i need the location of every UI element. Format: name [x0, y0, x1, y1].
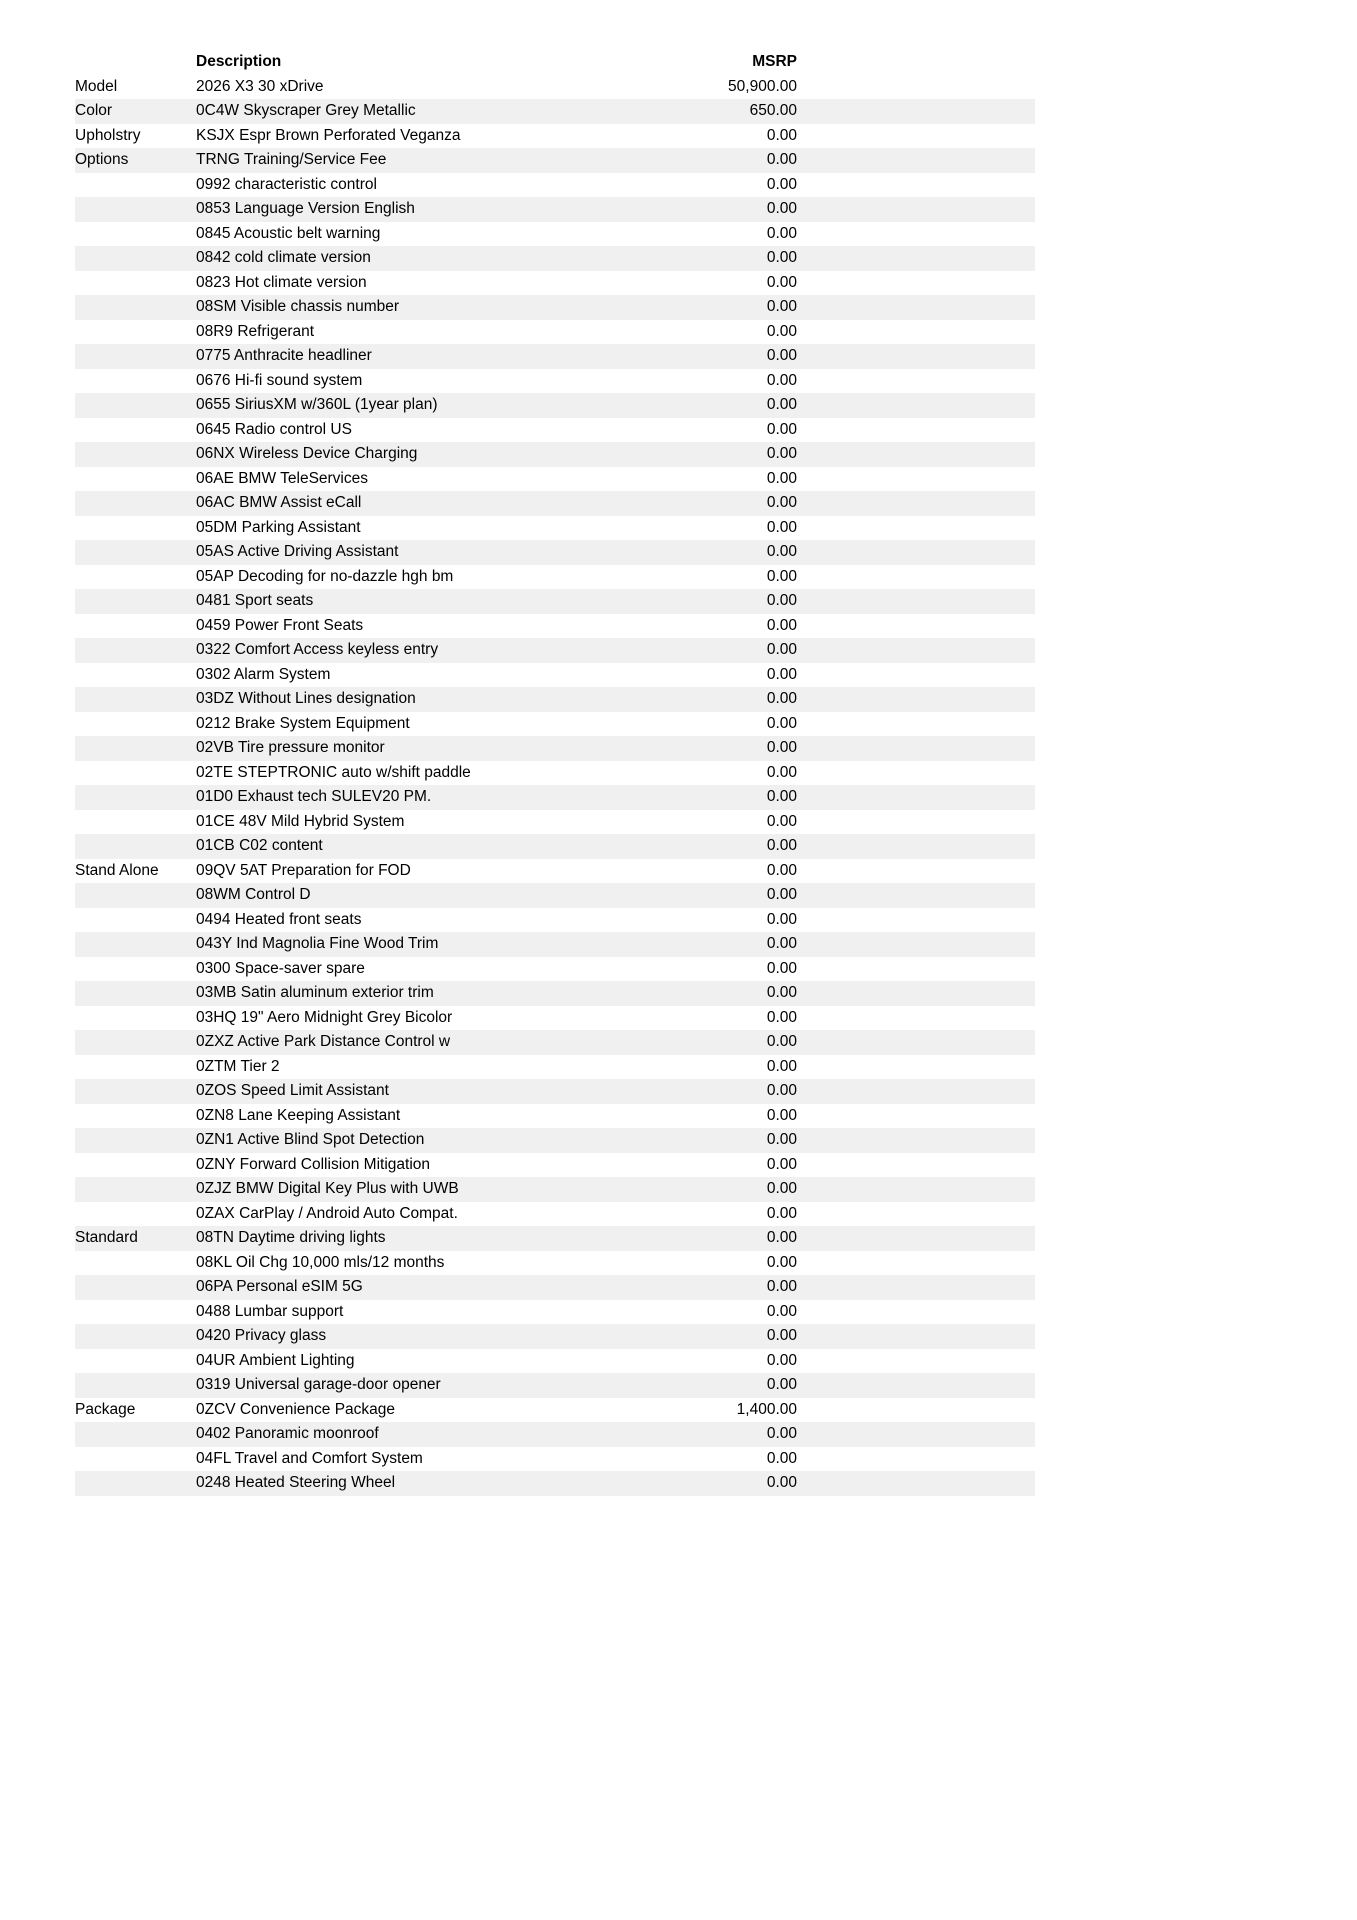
table-row	[75, 1471, 1035, 1496]
row-category-label: Package	[75, 1400, 136, 1418]
row-msrp-value: 0.00	[716, 442, 797, 467]
row-msrp-value: 0.00	[716, 197, 797, 222]
category-column-header	[75, 50, 196, 75]
row-description: 0ZOS Speed Limit Assistant	[196, 1079, 716, 1104]
table-row	[75, 785, 1035, 810]
row-msrp-value: 0.00	[766, 959, 797, 977]
row-msrp-value: 0.00	[766, 1008, 797, 1026]
row-description: 0488 Lumbar support	[196, 1302, 344, 1320]
row-msrp-value: 0.00	[716, 1226, 797, 1251]
row-description: 0494 Heated front seats	[196, 910, 362, 928]
row-description: 0655 SiriusXM w/360L (1year plan)	[196, 393, 716, 418]
row-category-label	[75, 614, 196, 639]
table-row	[75, 1349, 1035, 1374]
row-category-label	[75, 981, 196, 1006]
msrp-column-header: MSRP	[752, 53, 797, 71]
row-msrp-value: 0.00	[766, 567, 797, 585]
row-description: 0842 cold climate version	[196, 246, 716, 271]
row-category-label	[75, 687, 196, 712]
table-header	[75, 50, 1035, 75]
table-row	[75, 1300, 1035, 1325]
table-row	[75, 565, 1035, 590]
table-row	[75, 761, 1035, 786]
row-category-label: Color	[75, 99, 196, 124]
row-filler	[797, 540, 1035, 565]
row-description: 0845 Acoustic belt warning	[196, 224, 381, 242]
table-row	[75, 1104, 1035, 1129]
row-msrp-value: 0.00	[766, 420, 797, 438]
row-category-label	[75, 1373, 196, 1398]
row-msrp-value: 0.00	[766, 1253, 797, 1271]
row-category-label	[75, 369, 196, 394]
table-row	[75, 442, 1035, 467]
table-row	[75, 1202, 1035, 1227]
row-msrp-value: 0.00	[716, 1422, 797, 1447]
row-msrp-value: 0.00	[766, 910, 797, 928]
table-row	[75, 1275, 1035, 1300]
row-description: 08R9 Refrigerant	[196, 322, 315, 340]
row-filler	[797, 197, 1035, 222]
row-msrp-value: 0.00	[716, 1128, 797, 1153]
row-msrp-value: 50,900.00	[728, 77, 797, 95]
row-category-label	[75, 1471, 196, 1496]
row-category-label: Options	[75, 148, 196, 173]
row-filler	[797, 271, 1035, 296]
table-row	[75, 1006, 1035, 1031]
row-description: 01D0 Exhaust tech SULEV20 PM.	[196, 785, 716, 810]
header-row	[75, 50, 1035, 75]
table-row	[75, 1251, 1035, 1276]
row-filler	[797, 320, 1035, 345]
row-msrp-value: 0.00	[716, 1373, 797, 1398]
table-row	[75, 124, 1035, 149]
row-category-label: Stand Alone	[75, 861, 159, 879]
row-msrp-value: 0.00	[766, 175, 797, 193]
row-filler	[797, 1177, 1035, 1202]
row-msrp-value: 0.00	[716, 1324, 797, 1349]
row-description: 0ZAX CarPlay / Android Auto Compat.	[196, 1204, 458, 1222]
row-msrp-value: 0.00	[716, 1079, 797, 1104]
table-row	[75, 197, 1035, 222]
table-row	[75, 320, 1035, 345]
row-description: 0ZXZ Active Park Distance Control w	[196, 1030, 716, 1055]
row-category-label	[75, 467, 196, 492]
row-filler	[797, 785, 1035, 810]
row-filler	[797, 736, 1035, 761]
row-msrp-value: 0.00	[716, 1177, 797, 1202]
table-row	[75, 1153, 1035, 1178]
row-msrp-value: 0.00	[716, 1471, 797, 1496]
row-description: 02TE STEPTRONIC auto w/shift paddle	[196, 763, 471, 781]
row-msrp-value: 0.00	[716, 736, 797, 761]
row-filler	[797, 1471, 1035, 1496]
row-msrp-value: 0.00	[766, 1057, 797, 1075]
table-row	[75, 1398, 1035, 1423]
row-category-label	[75, 1251, 196, 1276]
row-filler	[797, 1251, 1035, 1276]
row-filler	[797, 1373, 1035, 1398]
row-filler	[797, 883, 1035, 908]
row-category-label	[75, 932, 196, 957]
row-msrp-value: 0.00	[766, 861, 797, 879]
row-category-label: Model	[75, 77, 118, 95]
row-msrp-value: 0.00	[766, 714, 797, 732]
table-row	[75, 1422, 1035, 1447]
row-msrp-value: 0.00	[716, 344, 797, 369]
row-msrp-value: 0.00	[716, 1275, 797, 1300]
row-msrp-value: 0.00	[716, 1030, 797, 1055]
row-filler	[797, 418, 1035, 443]
table-row	[75, 883, 1035, 908]
row-description: 2026 X3 30 xDrive	[196, 77, 324, 95]
row-category-label	[75, 516, 196, 541]
row-category-label	[75, 295, 196, 320]
row-category-label	[75, 1275, 196, 1300]
row-category-label	[75, 785, 196, 810]
row-filler	[797, 1324, 1035, 1349]
row-filler	[797, 344, 1035, 369]
row-description: 04FL Travel and Comfort System	[196, 1449, 423, 1467]
row-description: 06AE BMW TeleServices	[196, 469, 368, 487]
row-msrp-value: 0.00	[716, 540, 797, 565]
row-msrp-value: 0.00	[766, 371, 797, 389]
table-row	[75, 614, 1035, 639]
table-row	[75, 246, 1035, 271]
row-filler	[797, 981, 1035, 1006]
row-filler	[797, 614, 1035, 639]
row-filler	[797, 1275, 1035, 1300]
row-category-label	[75, 1349, 196, 1374]
row-msrp-value: 0.00	[766, 1106, 797, 1124]
row-category-label	[75, 418, 196, 443]
row-filler	[797, 1055, 1035, 1080]
table-row	[75, 908, 1035, 933]
row-category-label	[75, 663, 196, 688]
row-category-label	[75, 344, 196, 369]
row-description: 01CE 48V Mild Hybrid System	[196, 812, 405, 830]
row-category-label	[75, 222, 196, 247]
row-description: 0248 Heated Steering Wheel	[196, 1471, 716, 1496]
table-row	[75, 173, 1035, 198]
row-category-label	[75, 883, 196, 908]
table-row	[75, 638, 1035, 663]
row-description: 06NX Wireless Device Charging	[196, 442, 716, 467]
row-category-label	[75, 320, 196, 345]
table-row	[75, 467, 1035, 492]
row-filler	[797, 442, 1035, 467]
row-msrp-value: 0.00	[716, 785, 797, 810]
row-filler	[797, 467, 1035, 492]
row-msrp-value: 0.00	[716, 638, 797, 663]
table-row	[75, 736, 1035, 761]
row-msrp-value: 0.00	[766, 1302, 797, 1320]
row-msrp-value: 0.00	[766, 518, 797, 536]
row-msrp-value: 0.00	[716, 589, 797, 614]
table-row	[75, 1324, 1035, 1349]
row-description: 0ZNY Forward Collision Mitigation	[196, 1155, 431, 1173]
row-description: 0481 Sport seats	[196, 589, 716, 614]
row-description: 0C4W Skyscraper Grey Metallic	[196, 99, 716, 124]
row-filler	[797, 687, 1035, 712]
row-filler	[797, 173, 1035, 198]
row-category-label: Upholstry	[75, 126, 141, 144]
row-description: 09QV 5AT Preparation for FOD	[196, 861, 411, 879]
row-description: KSJX Espr Brown Perforated Veganza	[196, 126, 461, 144]
row-description: 05DM Parking Assistant	[196, 518, 361, 536]
row-msrp-value: 1,400.00	[736, 1400, 797, 1418]
row-msrp-value: 0.00	[766, 1449, 797, 1467]
row-filler	[797, 1300, 1035, 1325]
row-category-label	[75, 1153, 196, 1178]
row-category-label	[75, 1447, 196, 1472]
table-row	[75, 271, 1035, 296]
row-description: 0ZTM Tier 2	[196, 1057, 280, 1075]
row-description: 0212 Brake System Equipment	[196, 714, 410, 732]
table-row	[75, 1447, 1035, 1472]
row-msrp-value: 0.00	[766, 763, 797, 781]
row-description: 0402 Panoramic moonroof	[196, 1422, 716, 1447]
row-msrp-value: 0.00	[766, 126, 797, 144]
row-filler	[797, 834, 1035, 859]
row-category-label	[75, 589, 196, 614]
row-filler	[797, 1104, 1035, 1129]
row-category-label	[75, 197, 196, 222]
row-category-label	[75, 638, 196, 663]
row-filler	[797, 638, 1035, 663]
row-description: 01CB C02 content	[196, 834, 716, 859]
row-category-label	[75, 834, 196, 859]
row-filler	[797, 1398, 1035, 1423]
table-row	[75, 859, 1035, 884]
table-row	[75, 1226, 1035, 1251]
row-category-label	[75, 1055, 196, 1080]
row-description: 08TN Daytime driving lights	[196, 1226, 716, 1251]
row-description: 043Y Ind Magnolia Fine Wood Trim	[196, 932, 716, 957]
row-filler	[797, 932, 1035, 957]
table-row	[75, 148, 1035, 173]
table-body	[75, 75, 1035, 1496]
row-description: TRNG Training/Service Fee	[196, 148, 716, 173]
row-filler	[797, 712, 1035, 737]
row-category-label	[75, 1177, 196, 1202]
table-row	[75, 932, 1035, 957]
row-msrp-value: 0.00	[766, 273, 797, 291]
row-filler	[797, 1202, 1035, 1227]
table-row	[75, 712, 1035, 737]
row-category-label	[75, 1030, 196, 1055]
row-filler	[797, 124, 1035, 149]
row-filler	[797, 1006, 1035, 1031]
row-filler	[797, 1226, 1035, 1251]
row-description: 0853 Language Version English	[196, 197, 716, 222]
row-filler	[797, 957, 1035, 982]
table-row	[75, 75, 1035, 100]
row-description: 02VB Tire pressure monitor	[196, 736, 716, 761]
row-msrp-value: 0.00	[716, 981, 797, 1006]
row-msrp-value: 0.00	[766, 224, 797, 242]
row-category-label	[75, 736, 196, 761]
row-msrp-value: 0.00	[766, 665, 797, 683]
row-category-label	[75, 540, 196, 565]
table-row	[75, 540, 1035, 565]
row-category-label	[75, 1006, 196, 1031]
table-row	[75, 344, 1035, 369]
row-msrp-value: 650.00	[716, 99, 797, 124]
row-filler	[797, 1030, 1035, 1055]
row-category-label	[75, 1104, 196, 1129]
row-category-label	[75, 1128, 196, 1153]
table-row	[75, 810, 1035, 835]
row-filler	[797, 295, 1035, 320]
row-category-label	[75, 1324, 196, 1349]
row-msrp-value: 0.00	[716, 687, 797, 712]
row-description: 08KL Oil Chg 10,000 mls/12 months	[196, 1253, 445, 1271]
row-msrp-value: 0.00	[766, 1204, 797, 1222]
row-category-label	[75, 491, 196, 516]
row-description: 06PA Personal eSIM 5G	[196, 1275, 716, 1300]
row-description: 03HQ 19" Aero Midnight Grey Bicolor	[196, 1008, 453, 1026]
row-msrp-value: 0.00	[716, 932, 797, 957]
row-category-label	[75, 1079, 196, 1104]
row-category-label	[75, 246, 196, 271]
row-filler	[797, 859, 1035, 884]
row-filler	[797, 222, 1035, 247]
row-description: 03MB Satin aluminum exterior trim	[196, 981, 716, 1006]
row-category-label	[75, 957, 196, 982]
table-row	[75, 516, 1035, 541]
row-filler	[797, 663, 1035, 688]
row-filler	[797, 75, 1035, 100]
row-description: 0322 Comfort Access keyless entry	[196, 638, 716, 663]
row-description: 0645 Radio control US	[196, 420, 352, 438]
row-msrp-value: 0.00	[716, 148, 797, 173]
row-category-label	[75, 908, 196, 933]
row-filler	[797, 516, 1035, 541]
row-description: 0ZN1 Active Blind Spot Detection	[196, 1128, 716, 1153]
row-description: 06AC BMW Assist eCall	[196, 491, 716, 516]
row-filler	[797, 491, 1035, 516]
table-row	[75, 663, 1035, 688]
row-filler	[797, 589, 1035, 614]
row-category-label	[75, 173, 196, 198]
row-filler	[797, 1079, 1035, 1104]
table-row	[75, 981, 1035, 1006]
row-msrp-value: 0.00	[716, 491, 797, 516]
row-msrp-value: 0.00	[716, 393, 797, 418]
table-row	[75, 1373, 1035, 1398]
row-msrp-value: 0.00	[766, 1155, 797, 1173]
row-description: 03DZ Without Lines designation	[196, 687, 716, 712]
row-category-label	[75, 1300, 196, 1325]
row-description: 0ZCV Convenience Package	[196, 1400, 396, 1418]
row-filler	[797, 1349, 1035, 1374]
row-category-label	[75, 1202, 196, 1227]
row-msrp-value: 0.00	[716, 246, 797, 271]
row-filler	[797, 148, 1035, 173]
row-category-label: Standard	[75, 1226, 196, 1251]
table-row	[75, 99, 1035, 124]
row-filler	[797, 1153, 1035, 1178]
table-row	[75, 834, 1035, 859]
row-filler	[797, 908, 1035, 933]
row-description: 0459 Power Front Seats	[196, 616, 364, 634]
table-row	[75, 295, 1035, 320]
row-msrp-value: 0.00	[766, 469, 797, 487]
row-msrp-value: 0.00	[716, 295, 797, 320]
row-description: 0319 Universal garage-door opener	[196, 1373, 716, 1398]
table-row	[75, 1055, 1035, 1080]
row-category-label	[75, 565, 196, 590]
table-row	[75, 393, 1035, 418]
row-filler	[797, 1128, 1035, 1153]
row-category-label	[75, 810, 196, 835]
row-filler	[797, 99, 1035, 124]
table-row	[75, 222, 1035, 247]
row-description: 0300 Space-saver spare	[196, 959, 365, 977]
row-msrp-value: 0.00	[766, 1351, 797, 1369]
row-filler	[797, 369, 1035, 394]
row-filler	[797, 761, 1035, 786]
row-filler	[797, 810, 1035, 835]
row-filler	[797, 565, 1035, 590]
options-table	[75, 50, 1035, 1496]
row-filler	[797, 246, 1035, 271]
row-category-label	[75, 1422, 196, 1447]
table-row	[75, 491, 1035, 516]
row-description: 08WM Control D	[196, 883, 716, 908]
row-msrp-value: 0.00	[766, 616, 797, 634]
row-msrp-value: 0.00	[766, 812, 797, 830]
table-row	[75, 369, 1035, 394]
row-category-label	[75, 712, 196, 737]
row-description: 0ZN8 Lane Keeping Assistant	[196, 1106, 401, 1124]
row-category-label	[75, 761, 196, 786]
table-row	[75, 957, 1035, 982]
row-msrp-value: 0.00	[716, 883, 797, 908]
table-row	[75, 1079, 1035, 1104]
row-msrp-value: 0.00	[716, 834, 797, 859]
row-description: 04UR Ambient Lighting	[196, 1351, 355, 1369]
row-category-label	[75, 442, 196, 467]
row-category-label	[75, 271, 196, 296]
row-description: 08SM Visible chassis number	[196, 295, 716, 320]
description-column-header: Description	[196, 53, 282, 71]
row-filler	[797, 1447, 1035, 1472]
table-row	[75, 1030, 1035, 1055]
table-row	[75, 418, 1035, 443]
table-row	[75, 687, 1035, 712]
table-row	[75, 1128, 1035, 1153]
row-description: 0302 Alarm System	[196, 665, 331, 683]
row-description: 0ZJZ BMW Digital Key Plus with UWB	[196, 1177, 716, 1202]
row-filler	[797, 1422, 1035, 1447]
row-description: 0676 Hi-fi sound system	[196, 371, 363, 389]
row-description: 05AP Decoding for no-dazzle hgh bm	[196, 567, 454, 585]
row-filler	[797, 393, 1035, 418]
row-description: 0823 Hot climate version	[196, 273, 367, 291]
row-msrp-value: 0.00	[766, 322, 797, 340]
row-description: 0992 characteristic control	[196, 175, 377, 193]
row-category-label	[75, 393, 196, 418]
row-description: 0420 Privacy glass	[196, 1324, 716, 1349]
table-row	[75, 1177, 1035, 1202]
row-description: 05AS Active Driving Assistant	[196, 540, 716, 565]
filler-column-header	[797, 50, 1035, 75]
row-description: 0775 Anthracite headliner	[196, 344, 716, 369]
table-row	[75, 589, 1035, 614]
